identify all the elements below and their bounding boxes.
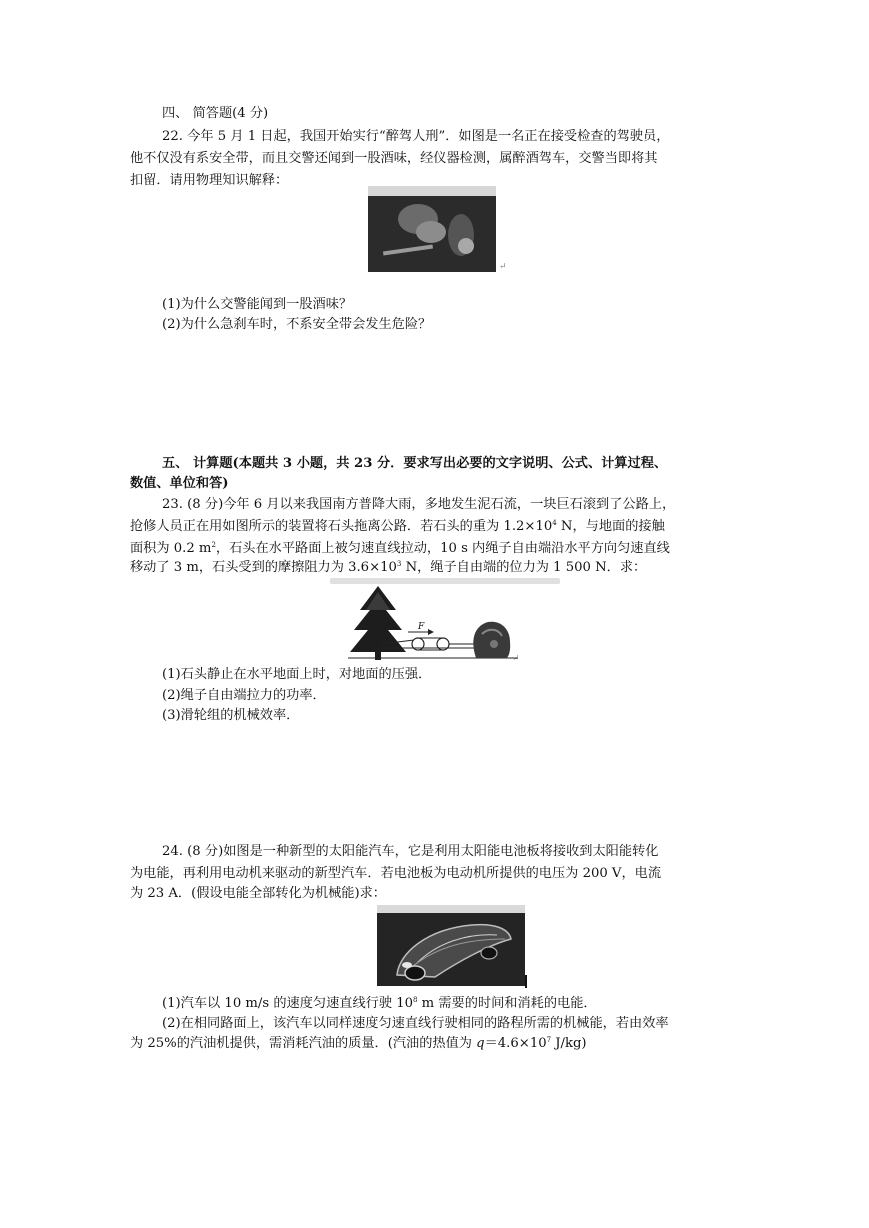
return-mark: ↵ — [499, 262, 507, 272]
q22-line-1: 22. 今年 5 月 1 日起，我国开始实行“醉驾人刑”．如图是一名正在接受检查的驾驶员， — [162, 129, 670, 144]
solar-car-photo — [377, 905, 525, 986]
q23-sub-2: (2)绳子自由端拉力的功率． — [162, 688, 326, 703]
section-4-heading: 四、 简答题(4 分) — [162, 106, 269, 121]
q22-sub-1: (1)为什么交警能闻到一股酒味？ — [162, 297, 353, 312]
q23-sub-3: (3)滑轮组的机械效率． — [162, 708, 300, 723]
q23-line-4: 移动了 3 m，石头受到的摩擦阻力为 $3.6\times 10^3$ N，绳子自由端的位力为 1 500 N．求： — [130, 560, 647, 575]
rock-icon — [473, 622, 510, 658]
return-mark: ↵ — [512, 654, 520, 664]
tree-icon — [350, 586, 406, 660]
q24-line-2: 为电能，再利用电动机来驱动的新型汽车．若电池板为电动机所提供的电压为 200 V，电流 — [130, 866, 662, 881]
q22-line-2: 他不仅没有系安全带，而且交警还闻到一股酒味，经仪器检测，属醉酒驾车，交警当即将其 — [130, 151, 658, 166]
section-5-heading-1: 五、 计算题(本题共 3 小题，共 23 分．要求写出必要的文字说明、公式、计算过程、 — [162, 456, 668, 471]
q23-line-3: 面积为 0.2 $m^2$，石头在水平路面上被匀速直线拉动，10 s 内绳子自由端沿水平方向匀速直线 — [130, 541, 670, 556]
q24-sub-2-line-1: (2)在相同路面上，该汽车以同样速度匀速直线行驶相同的路程所需的机械能，若由效率 — [162, 1016, 669, 1031]
q24-sub-1: (1)汽车以 10 m/s 的速度匀速直线行驶 $10^8$ m 需要的时间和消耗的电能． — [162, 996, 597, 1011]
q23-line-1: 23. (8 分)今年 6 月以来我国南方普降大雨，多地发生泥石流，一块巨石滚到了公路上， — [162, 497, 676, 512]
pulley-figure — [348, 582, 518, 664]
force-label: F — [418, 622, 425, 632]
drunk-driving-photo — [368, 186, 496, 272]
q23-sub-1: (1)石头静止在水平地面上时，对地面的压强． — [162, 667, 432, 682]
q22-sub-2: (2)为什么急刹车时，不系安全带会发生危险？ — [162, 317, 432, 332]
text-cursor — [525, 975, 527, 988]
q24-sub-2-line-2: 为 25%的汽油机提供，需消耗汽油的质量．(汽油的热值为 $q=4.6\times 10^7$ J/kg) — [130, 1036, 587, 1051]
q24-line-3: 为 23 A．(假设电能全部转化为机械能)求： — [130, 886, 386, 901]
section-5-heading-2: 数值、单位和答) — [130, 476, 229, 491]
q24-line-1: 24. (8 分)如图是一种新型的太阳能汽车，它是利用太阳能电池板将接收到太阳能转化 — [162, 844, 659, 859]
q23-line-2: 抢修人员正在用如图所示的装置将石头拖离公路．若石头的重为 $1.2\times 10^4$ N，与地面的接触 — [130, 519, 665, 534]
q22-line-3: 扣留．请用物理知识解释： — [130, 173, 289, 188]
